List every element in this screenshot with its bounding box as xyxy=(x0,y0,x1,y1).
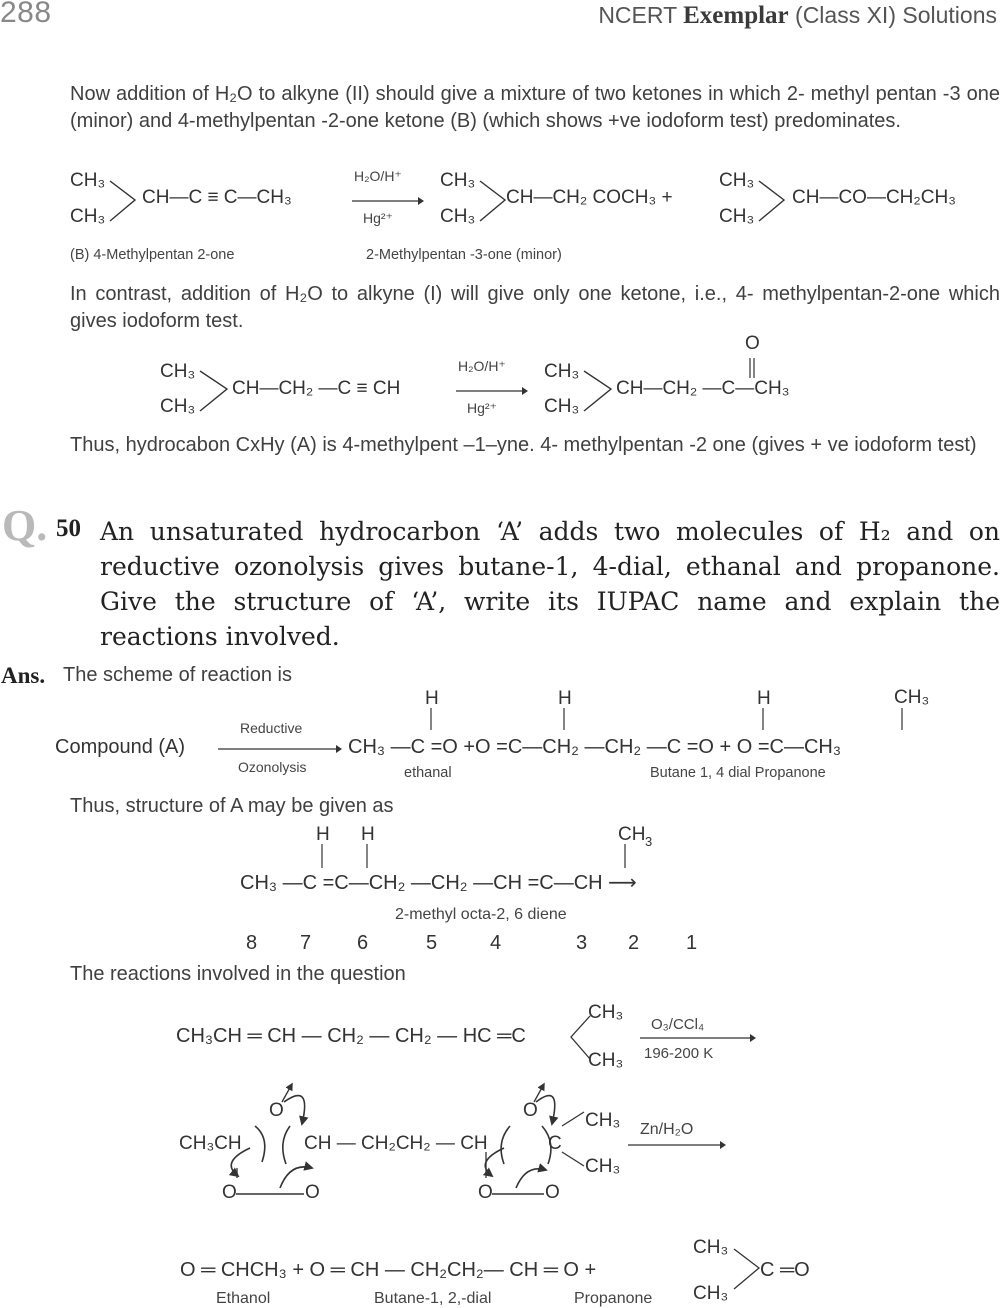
structure-num-7: 7 xyxy=(300,932,312,954)
mech-ch3-top-1: CH₃ xyxy=(588,1002,624,1023)
rxn2-product-ch3-top: CH₃ xyxy=(544,361,580,382)
svg-text:CH: CH xyxy=(618,824,646,845)
mech-ozonide-o2-right: O xyxy=(545,1182,560,1203)
scheme-label-butane-propanone: Butane 1, 4 dial Propanone xyxy=(650,765,826,781)
structure-intro: Thus, structure of A may be given as xyxy=(70,795,394,817)
question-mark-q: Q. xyxy=(2,501,48,550)
rxn1-reactant-chain: CH—C ≡ C—CH₃ xyxy=(142,187,292,208)
answer-label: Ans. xyxy=(1,663,46,688)
rxn1-p1-ch3-top: CH₃ xyxy=(440,170,476,191)
rxn2-carbonyl-oxygen: O xyxy=(745,333,760,354)
scheme-compound-a: Compound (A) xyxy=(55,736,186,758)
rxn1-p2-ch3-top: CH₃ xyxy=(719,170,755,191)
paragraph-alkyne-i: In contrast, addition of H₂O to alkyne (I) will give only one ketone, i.e., 4- methylpentan-2-one which gives iodoform test. xyxy=(70,283,1000,332)
mech-ozonide-o2-top: O xyxy=(523,1100,538,1121)
structure-num-8: 8 xyxy=(246,932,258,954)
rxn1-reagent-bot: Hg²⁺ xyxy=(363,210,393,226)
structure-chain: CH₃ —C =C—CH₂ —CH₂ —CH =C—CH ⟶ xyxy=(240,872,637,894)
scheme-h-bonds xyxy=(360,686,980,758)
mech-reagent-temp: 196-200 K xyxy=(644,1045,714,1062)
rxn2-reactant-branch xyxy=(198,368,230,414)
mech-reagent-o3: O₃/CCl₄ xyxy=(651,1016,705,1033)
mech-ozonide-o2-left: O xyxy=(478,1182,493,1203)
rxn1-label-b: (B) 4-Methylpentan 2-one xyxy=(70,247,235,263)
paragraph-alkyne-ii: Now addition of H₂O to alkyne (II) should give a mixture of two ketones in which 2- methyl pentan -3 one (minor) and 4-methylpentan -2-one ketone (B) (which shows +ve iodoform test) predominates. xyxy=(70,83,1000,132)
structure-name: 2-methyl octa-2, 6 diene xyxy=(395,906,567,923)
rxn1-p1-ch3-bot: CH₃ xyxy=(440,206,476,227)
mech-ozonide-o1-top: O xyxy=(269,1100,284,1121)
mech-final-products: O ═ CHCH₃ + O ═ CH — CH₂CH₂— CH ═ O + xyxy=(180,1259,597,1281)
rxn2-carbonyl-double-bond xyxy=(747,358,757,378)
rxn2-product-ch3-bot: CH₃ xyxy=(544,396,580,417)
mech-substrate: CH₃CH ═ CH — CH₂ — CH₂ — HC ═C xyxy=(176,1025,526,1047)
svg-text:H: H xyxy=(425,688,439,709)
mech-final-ketone: C ═O xyxy=(760,1259,810,1281)
scheme-arrow xyxy=(218,743,342,755)
rxn1-p2-branch xyxy=(757,178,787,224)
rxn2-reactant-ch3-top: CH₃ xyxy=(160,361,196,382)
rxn1-p1-chain: CH—CH₂ COCH₃ + xyxy=(506,187,673,208)
svg-text:H: H xyxy=(316,824,330,845)
structure-num-5: 5 xyxy=(426,932,438,954)
rxn1-label-minor: 2-Methylpentan -3-one (minor) xyxy=(366,247,562,263)
mech-ozonide-left: CH₃CH xyxy=(179,1133,242,1154)
rxn2-reagent-bot: Hg²⁺ xyxy=(467,400,497,416)
scheme-label-ethanal: ethanal xyxy=(404,765,452,781)
structure-num-2: 2 xyxy=(628,932,640,954)
svg-text:H: H xyxy=(757,688,771,709)
rxn1-p2-ch3-bot: CH₃ xyxy=(719,206,755,227)
reactions-intro: The reactions involved in the question xyxy=(70,963,406,985)
scheme-reagent-bot: Ozonolysis xyxy=(238,759,307,775)
scheme-reagent-top: Reductive xyxy=(240,720,303,736)
rxn2-product-branch xyxy=(582,368,614,414)
structure-num-1: 1 xyxy=(686,932,698,954)
rxn1-reactant-ch3-top: CH₃ xyxy=(70,170,106,191)
rxn1-p1-branch xyxy=(478,178,508,224)
rxn1-reagent-top: H₂O/H⁺ xyxy=(354,168,402,184)
page-number: 288 xyxy=(0,0,52,29)
ozonide-curly-arrows xyxy=(200,1072,660,1212)
answer-intro: The scheme of reaction is xyxy=(63,664,292,686)
question-number: 50 xyxy=(56,515,81,542)
mech-ch3-top-2: CH₃ xyxy=(585,1110,621,1131)
mech-label-butane: Butane-1, 2,-dial xyxy=(374,1290,492,1307)
mech-ch3-bot-2: CH₃ xyxy=(585,1156,621,1177)
running-header xyxy=(598,2,997,30)
mech-final-branch xyxy=(732,1246,762,1292)
mech-final-ch3-top: CH₃ xyxy=(693,1237,729,1258)
rxn2-product-chain: CH—CH₂ —C—CH₃ xyxy=(616,378,790,399)
rxn2-reactant-chain: CH—CH₂ —C ≡ CH xyxy=(232,378,401,399)
mech-arrow-2 xyxy=(628,1139,726,1151)
svg-text:H: H xyxy=(558,688,572,709)
mech-label-ethanol: Ethanol xyxy=(216,1290,271,1307)
header-ncert: NCERT xyxy=(598,2,677,28)
rxn1-reactant-branch xyxy=(108,178,138,224)
structure-num-4: 4 xyxy=(490,932,502,954)
header-exemplar: Exemplar xyxy=(683,2,789,29)
mech-ch3-bot-1: CH₃ xyxy=(588,1050,624,1071)
structure-num-3: 3 xyxy=(576,932,588,954)
rxn2-arrow xyxy=(456,385,528,397)
structure-num-6: 6 xyxy=(357,932,369,954)
mech-label-propanone: Propanone xyxy=(574,1290,653,1307)
svg-text:H: H xyxy=(361,824,375,845)
mech-final-ch3-bot: CH₃ xyxy=(693,1283,729,1304)
rxn2-reactant-ch3-bot: CH₃ xyxy=(160,396,196,417)
mech-arrow-1 xyxy=(640,1032,756,1044)
rxn2-reagent-top: H₂O/H⁺ xyxy=(458,358,506,374)
rxn1-reactant-ch3-bot: CH₃ xyxy=(70,206,106,227)
svg-text:3: 3 xyxy=(645,834,653,849)
scheme-ch3-top: CH₃ xyxy=(894,687,930,708)
mech-reagent-zn: Zn/H₂O xyxy=(640,1121,694,1138)
rxn1-p2-chain: CH—CO—CH₂CH₃ xyxy=(792,187,956,208)
header-class: (Class XI) Solutions xyxy=(795,2,997,28)
rxn1-arrow xyxy=(352,195,424,207)
mech-ozonide-o1-right: O xyxy=(305,1182,320,1203)
scheme-products: CH₃ —C =O +O =C—CH₂ —CH₂ —C =O + O =C—CH₃ xyxy=(348,736,842,758)
mech-ozonide-o1-left: O xyxy=(222,1182,237,1203)
mech-ozonide-mid: CH — CH₂CH₂ — CH xyxy=(304,1133,488,1154)
question-text: An unsaturated hydrocarbon ‘A’ adds two molecules of H₂ and on reductive ozonolysis gives butane-1, 4-dial, ethanal and propanone. Give the structure of ‘A’, write its IUPAC name and explain the reactions involved. xyxy=(100,517,1000,651)
mech-ozonide-c: C xyxy=(548,1133,562,1154)
paragraph-conclusion: Thus, hydrocabon CxHy (A) is 4-methylpent –1–yne. 4- methylpentan -2 one (gives + ve iodoform test) xyxy=(70,434,977,456)
